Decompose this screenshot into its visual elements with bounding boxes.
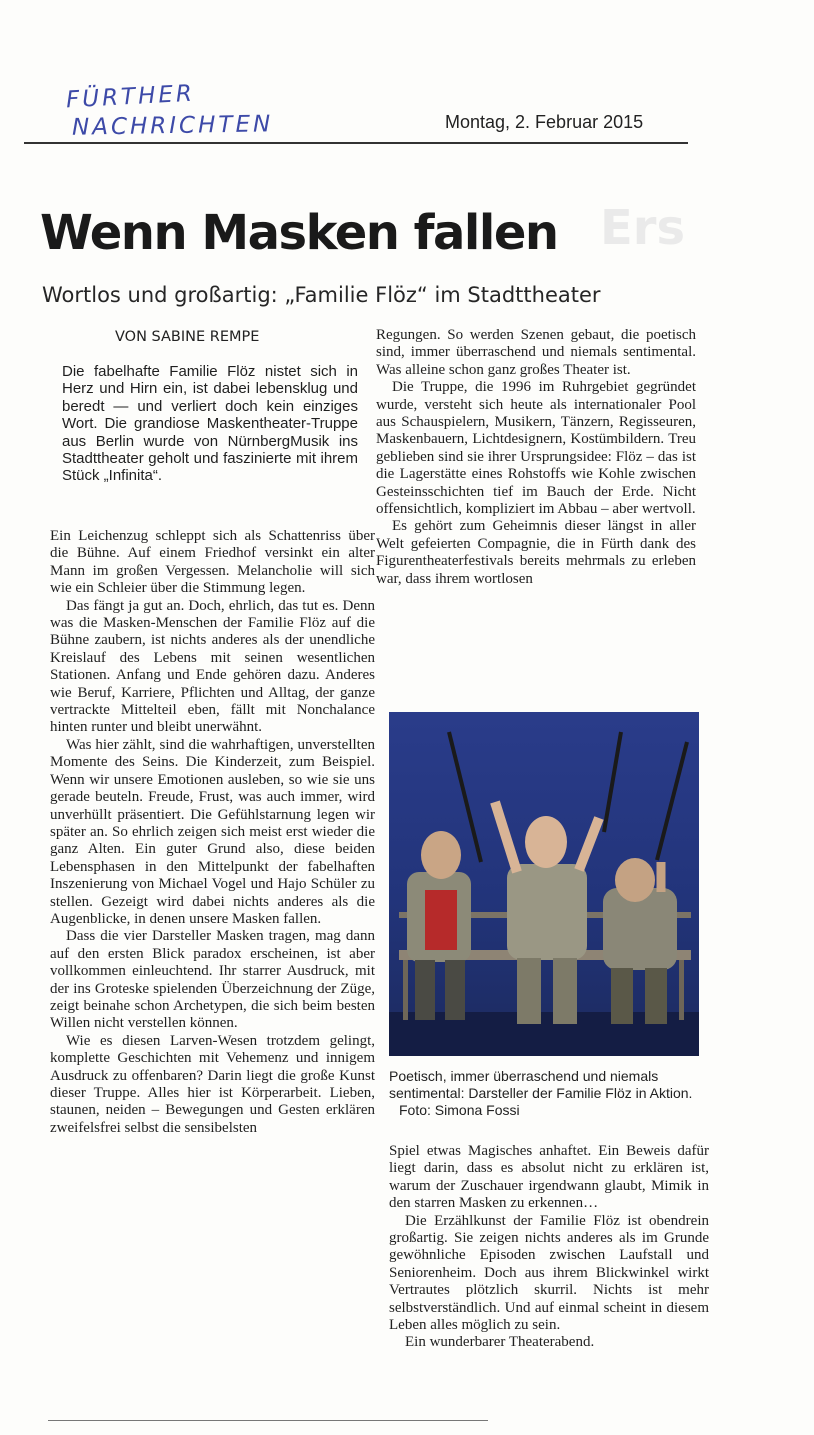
lead-paragraph: Die fabelhafte Familie Flöz nistet sich in Herz und Hirn ein, ist dabei lebensklug und beredt — und verliert doch kein einziges Wort. Die grandiose Maskentheater-Truppe aus Berlin wurde von NürnbergMusik ins Stadttheater geholt und faszinierte mit ihrem Stück „Infinita“.	[62, 363, 358, 485]
headline: Wenn Masken fallen	[40, 205, 558, 261]
article-column-left	[50, 528, 375, 1137]
article-column-right-bottom	[389, 1143, 709, 1352]
article-column-right-top	[376, 327, 696, 588]
body-paragraph: Wie es diesen Larven-Wesen trotzdem gelingt, komplette Geschichten mit Vehemenz und innigem Ausdruck zu offenbaren? Darin liegt die große Kunst dieser Truppe. Alles hier ist Körperarbeit. Lieben, staunen, neiden – Bewegungen und Gesten erklären zweifelsfrei selbst die sensibelsten	[50, 1032, 375, 1136]
body-paragraph: Dass die vier Darsteller Masken tragen, mag dann auf den ersten Blick paradox erscheinen, ist aber vollkommen einleuchtend. Ihr starrer Ausdruck, mit der ins Groteske spielenden Überzeichnung der Züge, zeigt beinahe schon Archetypen, die sich beim besten Willen nicht verstellen können.	[50, 928, 375, 1032]
caption-text: Poetisch, immer überraschend und niemals sentimental: Darsteller der Familie Flöz in Aktion.	[389, 1068, 693, 1101]
body-paragraph: Ein wunderbarer Theaterabend.	[405, 1334, 595, 1351]
photo-credit: Foto: Simona Fossi	[399, 1102, 520, 1118]
masthead-rule	[24, 142, 688, 144]
byline: VON SABINE REMPE	[115, 329, 260, 345]
body-paragraph: Das fängt ja gut an. Doch, ehrlich, das tut es. Denn was die Masken-Menschen der Familie Flöz auf die Bühne zaubern, ist nichts anderes als der unendliche Kreislauf des Lebens mit seinen wesentlichen Stationen. Anfang und Ende gehören dazu. Anderes wie Beruf, Karriere, Pflichten und Alltag, der ganze vertrackte Mittelteil eben, fällt mit Nonchalance hinten runter und bleibt unerwähnt.	[50, 597, 375, 736]
stage-photo	[389, 712, 699, 1056]
body-paragraph: Die Erzählkunst der Familie Flöz ist obendrein großartig. Sie zeigen nichts anderes als im Grunde gewöhnliche Episoden zwischen Laufstall und Seniorenheim. Doch aus ihrem Blickwinkel wirkt Vertrautes plötzlich skurril. Nichts ist mehr selbstverständlich. Und auf einmal scheint in diesem Leben alles möglich zu sein.	[389, 1212, 709, 1334]
photo-caption	[389, 1068, 703, 1119]
body-paragraph: Ein Leichenzug schleppt sich als Schattenriss über die Bühne. Auf einem Friedhof versinkt ein alter Mann im großen Vergessen. Melancholie will sich wie ein Schleier über die Stimmung legen.	[50, 528, 375, 597]
bottom-rule	[48, 1420, 488, 1421]
handwritten-paper-name-line1: FÜRTHER	[65, 80, 196, 114]
stage-photo-illustration	[389, 712, 699, 1056]
subheadline: Wortlos und großartig: „Familie Flöz“ im Stadttheater	[42, 283, 601, 307]
issue-date: Montag, 2. Februar 2015	[445, 112, 644, 132]
handwritten-paper-name-line2: NACHRICHTEN	[71, 111, 274, 141]
body-paragraph: Regungen. So werden Szenen gebaut, die poetisch sind, immer überraschend und niemals sentimental. Was alleine schon ganz großes Theater ist.	[376, 327, 696, 378]
body-paragraph: Was hier zählt, sind die wahrhaftigen, unverstellten Momente des Seins. Die Kinderzeit, zum Beispiel. Wenn wir unsere Emotionen ausleben, so wie sie uns gerade beuteln. Freude, Frust, was auch immer, wird unverhüllt präsentiert. Die Gefühlstarnung legen wir später an. So ehrlich zeigen sich meist erst wieder die ganz Alten. Ein guter Grund also, diese beiden Lebensphasen in den Mittelpunkt der fabelhaften Inszenierung von Michael Vogel und Hajo Schüler zu stellen. Gezeigt wird dabei nichts anderes als die Augenblicke, in denen unsere Masken fallen.	[50, 736, 375, 927]
body-paragraph: Die Truppe, die 1996 im Ruhrgebiet gegründet wurde, versteht sich heute als internationaler Pool aus Schauspielern, Musikern, Tänzern, Regisseuren, Maskenbauern, Lichtdesignern, Kostümbildern. Treu geblieben sind sie ihrer Ursprungsidee: Flöz – das ist die Lagerstätte eines Rohstoffs wie Kohle zwischen Gesteinsschichten tief im Bauch der Erde. Nicht offensichtlich, kompliziert im Abbau – aber wertvoll.	[376, 379, 696, 518]
show-through-text: Ers	[600, 200, 686, 256]
body-paragraph: Es gehört zum Geheimnis dieser längst in aller Welt gefeierten Compagnie, die in Fürth dank des Figurentheaterfestivals bereits mehrmals zu erleben war, dass ihrem wortlosen	[376, 518, 696, 587]
body-paragraph: Spiel etwas Magisches anhaftet. Ein Beweis dafür liegt darin, dass es absolut nicht zu erklären ist, warum der Zuschauer irgendwann glaubt, Mimik in den starren Masken zu erkennen…	[389, 1143, 709, 1212]
